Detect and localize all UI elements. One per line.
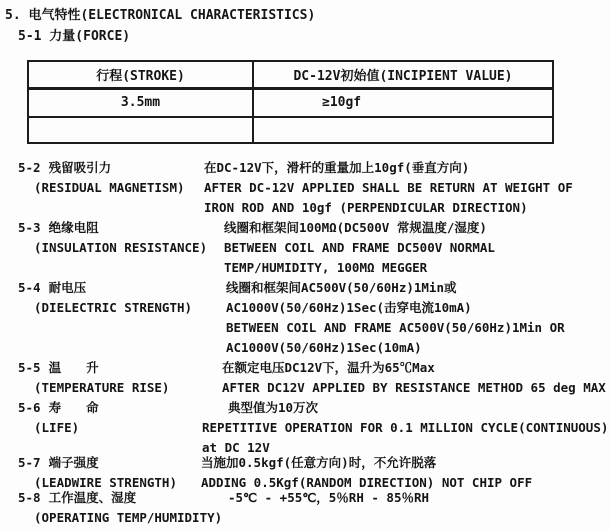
force-table-header-value: DC-12V初始值(INCIPIENT VALUE) [253,61,553,88]
section-label-en: (LEADWIRE STRENGTH) [34,475,177,490]
force-table [27,60,554,144]
stroke-cell: 3.5mm [28,88,253,117]
spec-line: TEMP/HUMIDITY, 100MΩ MEGGER [224,260,428,275]
force-table-header-stroke: 行程(STROKE) [28,61,253,88]
section-label-en: (TEMPERATURE RISE) [34,380,170,395]
section-temperature-rise [0,358,610,398]
spec-line: -5℃ - +55℃，5％RH - 85％RH [228,490,430,505]
page-title: 5. 电气特性(ELECTRONICAL CHARACTERISTICS) [5,8,316,23]
spec-line: REPETITIVE OPERATION FOR 0.1 MILLION CYCLE(CONTINUOUS) [202,420,609,435]
section-number: 5-3 [18,220,41,235]
spec-line: 典型值为10万次 [228,400,319,415]
spec-line: BETWEEN COIL AND FRAME AC500V(50/60Hz)1Min OR [226,320,565,335]
section-number: 5-5 [18,360,41,375]
section-label-zh: 寿 命 [48,400,99,415]
spec-sections [0,158,610,528]
spec-line: 在DC-12V下，滑杆的重量加上10gf(垂直方向) [204,160,470,175]
section-number: 5-4 [18,280,41,295]
section-number: 5-2 [18,160,41,175]
section-operating-temp-humidity [0,488,610,528]
section-label-en: (DIELECTRIC STRENGTH) [34,300,193,315]
spec-line: 在额定电压DC12V下，温升为65℃Max [222,360,435,375]
spec-line: 线圈和框架间100MΩ(DC500V 常规温度/湿度) [224,220,487,235]
spec-line: IRON ROD AND 10gf (PERPENDICULAR DIRECTION) [204,200,528,215]
spec-line: 当施加0.5kgf(任意方向)时，不允许脱落 [201,455,437,470]
force-table-header-row [28,61,553,88]
spec-line: 线圈和框架间AC500V(50/60Hz)1Min或 [226,280,457,295]
section-label-zh: 工作温度、湿度 [48,490,137,505]
stroke-cell-empty [28,117,253,143]
section-number: 5-6 [18,400,41,415]
value-cell-empty [253,117,553,143]
section-life [0,398,610,458]
section-label-en: (RESIDUAL MAGNETISM) [34,180,185,195]
force-table-empty-row [28,117,553,143]
spec-line: AFTER DC12V APPLIED BY RESISTANCE METHOD 65 deg MAX [222,380,606,395]
incipient-value-cell: ≥10gf [253,88,553,117]
section-residual-magnetism [0,158,610,218]
section-label-en: (LIFE) [34,420,80,435]
section-heading-force: 5-1 力量(FORCE) [18,29,131,44]
section-label-zh: 残留吸引力 [48,160,112,175]
spec-line: at DC 12V [202,440,270,455]
spec-line: AC1000V(50/60Hz)1Sec(10mA) [226,340,422,355]
section-label-zh: 耐电压 [48,280,87,295]
section-label-zh: 端子强度 [48,455,99,470]
force-table-data-row [28,88,553,117]
section-number: 5-7 [18,455,41,470]
section-number: 5-8 [18,490,41,505]
section-label-en: (OPERATING TEMP/HUMIDITY) [34,510,223,525]
spec-line: ADDING 0.5Kgf(RANDOM DIRECTION) NOT CHIP OFF [201,475,533,490]
section-leadwire-strength [0,453,610,493]
section-dielectric-strength [0,278,610,358]
section-label-zh: 温 升 [48,360,99,375]
spec-line: AC1000V(50/60Hz)1Sec(击穿电流10mA) [226,300,472,315]
section-label-zh: 绝缘电阻 [48,220,99,235]
spec-line: AFTER DC-12V APPLIED SHALL BE RETURN AT WEIGHT OF [204,180,573,195]
section-label-en: (INSULATION RESISTANCE) [34,240,208,255]
spec-line: BETWEEN COIL AND FRAME DC500V NORMAL [224,240,495,255]
section-insulation-resistance [0,218,610,278]
